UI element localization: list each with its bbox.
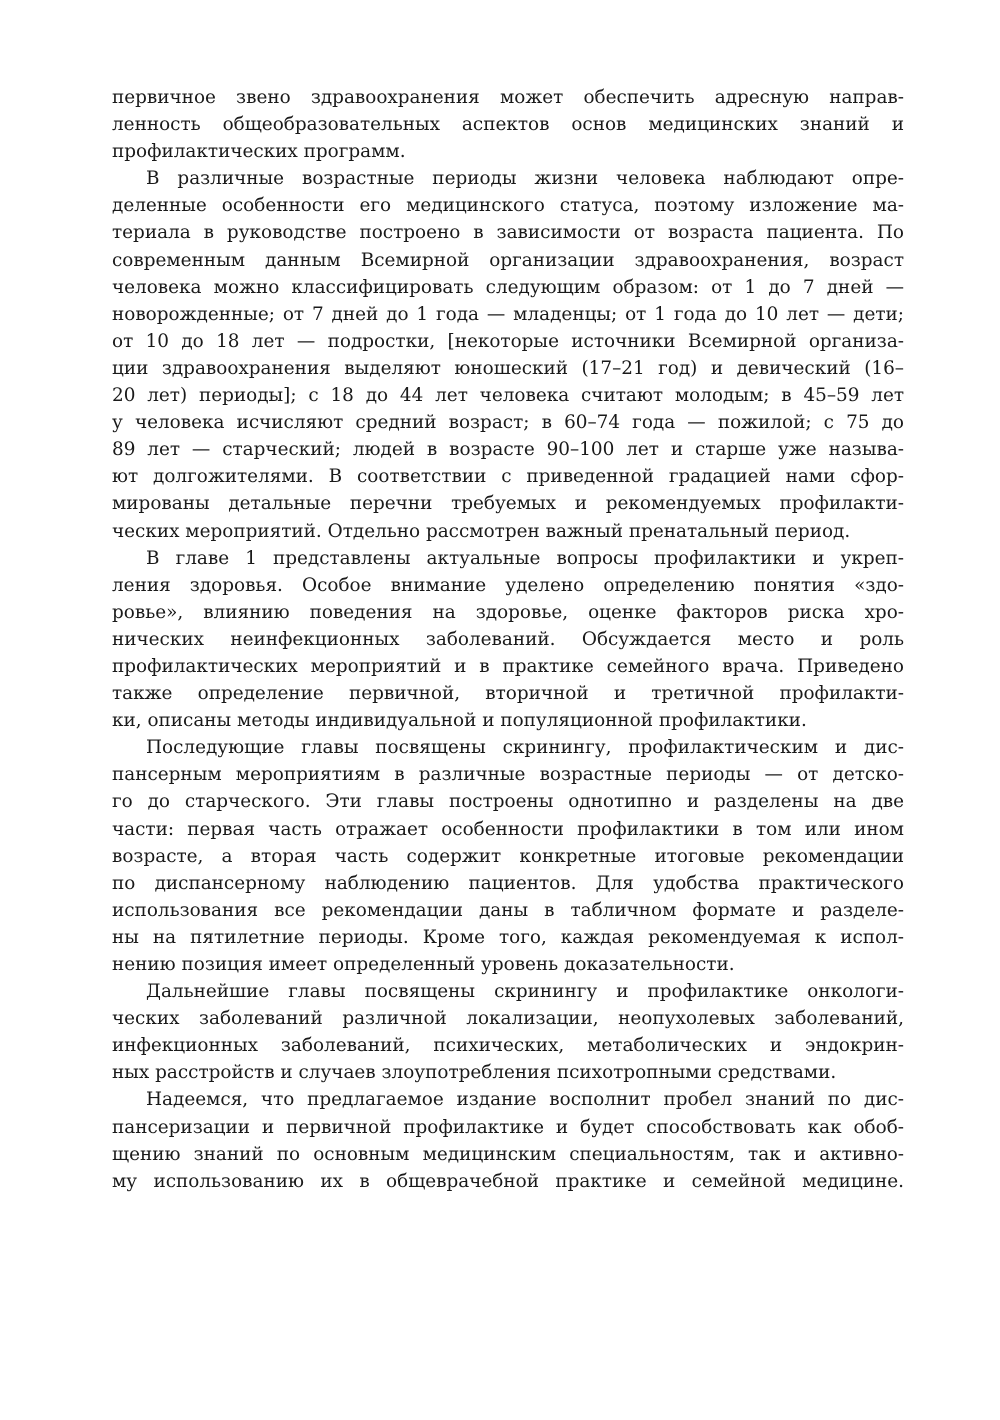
- text-line: го до старческого. Эти главы построены однотипно и разделены на две: [112, 791, 904, 813]
- text-line: Надеемся, что предлагаемое издание восполнит пробел знаний по дис-: [146, 1089, 904, 1111]
- text-line: также определение первичной, вторичной и третичной профилакти-: [112, 683, 904, 705]
- paragraph-3: [112, 545, 904, 735]
- text-line: по диспансерному наблюдению пациентов. Для удобства практического: [112, 872, 904, 894]
- text-line: ровье», влиянию поведения на здоровье, оценке факторов риска хро-: [112, 601, 904, 623]
- text-line: инфекционных заболеваний, психических, метаболических и эндокрин-: [112, 1035, 904, 1057]
- paragraph-1: [112, 84, 904, 165]
- paragraph-4: [112, 734, 904, 978]
- text-line: Последующие главы посвящены скринингу, профилактическим и дис-: [146, 737, 904, 759]
- text-line: первичное звено здравоохранения может обеспечить адресную направ-: [112, 87, 904, 108]
- paragraph-2: [112, 165, 904, 544]
- text-line: ют долгожителями. В соответствии с приведенной градацией нами сфор-: [112, 466, 904, 488]
- text-line: у человека исчисляют средний возраст; в 60–74 года — пожилой; с 75 до: [112, 412, 904, 434]
- text-line: В различные возрастные периоды жизни человека наблюдают опре-: [146, 168, 904, 190]
- text-line: возрасте, а вторая часть содержит конкретные итоговые рекомендации: [112, 845, 904, 867]
- text-line: В главе 1 представлены актуальные вопросы профилактики и укреп-: [146, 547, 904, 569]
- text-line: 20 лет) периоды]; с 18 до 44 лет человека считают молодым; в 45–59 лет: [112, 385, 904, 407]
- text-line: пансерным мероприятиям в различные возрастные периоды — от детско-: [112, 764, 904, 786]
- text-line: нению позиция имеет определенный уровень доказательности.: [112, 954, 735, 975]
- text-line: ческих заболеваний различной локализации, неопухолевых заболеваний,: [112, 1008, 904, 1030]
- text-line: профилактических программ.: [112, 141, 406, 163]
- page-body: [112, 84, 904, 1195]
- text-line: использования все рекомендации даны в табличном формате и разделе-: [112, 899, 904, 921]
- text-line: щению знаний по основным медицинским специальностям, так и активно-: [112, 1143, 904, 1165]
- text-line: Дальнейшие главы посвящены скринингу и профилактике онкологи-: [146, 981, 904, 1003]
- text-line: от 10 до 18 лет — подростки, [некоторые источники Всемирной организа-: [112, 330, 904, 352]
- text-line: ческих мероприятий. Отдельно рассмотрен важный пренатальный период.: [112, 520, 851, 542]
- text-line: современным данным Всемирной организации здравоохранения, возраст: [112, 249, 904, 271]
- text-line: ции здравоохранения выделяют юношеский (17–21 год) и девический (16–: [112, 357, 904, 379]
- text-line: ленность общеобразовательных аспектов основ медицинских знаний и: [112, 114, 904, 136]
- text-line: профилактических мероприятий и в практике семейного врача. Приведено: [112, 655, 904, 677]
- text-line: пансеризации и первичной профилактике и будет способствовать как обоб-: [112, 1116, 904, 1138]
- text-line: деленные особенности его медицинского статуса, поэтому изложение ма-: [112, 195, 904, 217]
- text-line: ления здоровья. Особое внимание уделено определению понятия «здо-: [112, 574, 904, 596]
- text-line: человека можно классифицировать следующим образом: от 1 до 7 дней —: [112, 276, 904, 298]
- text-line: му использованию их в общеврачебной практике и семейной медицине.: [112, 1170, 904, 1192]
- text-line: мированы детальные перечни требуемых и рекомендуемых профилакти-: [112, 493, 904, 515]
- text-line: новорожденные; от 7 дней до 1 года — младенцы; от 1 года до 10 лет — дети;: [112, 303, 904, 325]
- paragraph-5: [112, 978, 904, 1086]
- text-line: териала в руководстве построено в зависимости от возраста пациента. По: [112, 222, 904, 244]
- text-line: ных расстройств и случаев злоупотребления психотропными средствами.: [112, 1062, 837, 1084]
- text-line: 89 лет — старческий; людей в возрасте 90–100 лет и старше уже называ-: [112, 439, 904, 461]
- text-line: ны на пятилетние периоды. Кроме того, каждая рекомендуемая к испол-: [112, 926, 904, 948]
- paragraph-6: [112, 1086, 904, 1194]
- text-line: ки, описаны методы индивидуальной и популяционной профилактики.: [112, 710, 807, 732]
- text-line: части: первая часть отражает особенности профилактики в том или ином: [112, 818, 904, 840]
- text-line: нических неинфекционных заболеваний. Обсуждается место и роль: [112, 628, 904, 650]
